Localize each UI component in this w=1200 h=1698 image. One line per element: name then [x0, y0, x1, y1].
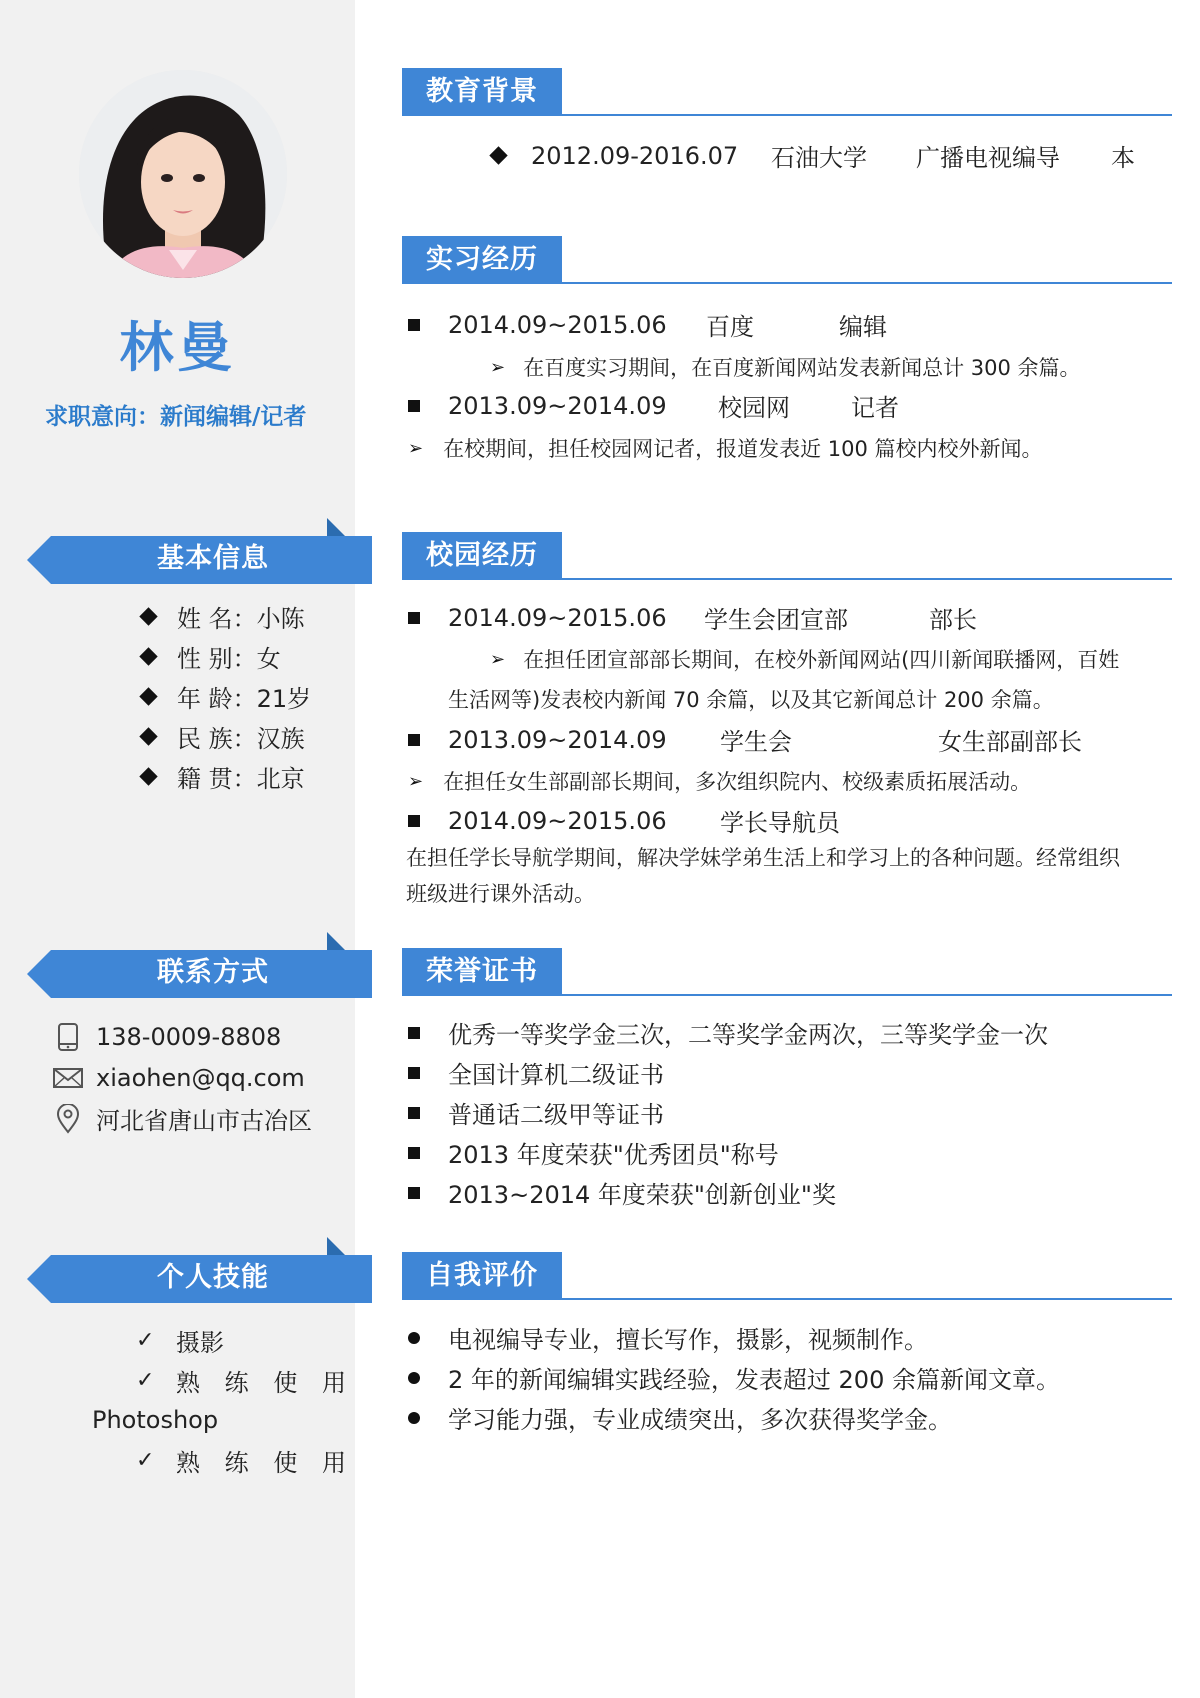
campus-item — [408, 803, 840, 838]
info-value: 小陈 — [256, 604, 305, 633]
info-label: 姓 名： — [177, 604, 257, 633]
contact-phone[interactable]: 138-0009-8808 — [96, 1022, 282, 1051]
honor-text: 全国计算机二级证书 — [448, 1061, 664, 1089]
square-bullet-icon — [408, 1027, 420, 1039]
check-icon: ✓ — [136, 1367, 155, 1393]
campus-org: 学生会团宣部 — [704, 606, 848, 634]
skill-char: 熟 — [176, 1448, 200, 1477]
info-label: 籍 贯： — [177, 764, 257, 793]
basic-info-banner — [27, 518, 372, 584]
diamond-bullet-icon — [139, 607, 157, 625]
check-icon: ✓ — [136, 1327, 155, 1353]
education-period: 2012.09-2016.07 — [531, 141, 739, 170]
skill-char: 用 — [321, 1368, 346, 1397]
contact-list — [52, 1016, 312, 1139]
honor-item — [408, 1055, 664, 1090]
skill-char: 练 — [224, 1368, 249, 1397]
internship-role: 记者 — [851, 394, 899, 422]
arrow-bullet-icon: ➢ — [408, 770, 424, 792]
campus-header — [402, 532, 1172, 584]
profile-photo — [79, 70, 287, 278]
self-eval-item — [408, 1400, 952, 1435]
contact-title: 联系方式 — [157, 957, 269, 988]
job-objective: 求职意向：新闻编辑/记者 — [45, 404, 307, 430]
check-icon: ✓ — [136, 1447, 155, 1473]
location-pin-icon — [52, 1105, 84, 1133]
diamond-bullet-icon — [139, 647, 157, 665]
dot-bullet-icon — [408, 1372, 420, 1384]
candidate-name: 林曼 — [119, 316, 236, 379]
dot-bullet-icon — [408, 1412, 420, 1424]
campus-desc-cont: 班级进行课外活动。 — [406, 882, 595, 906]
internship-item — [408, 388, 899, 423]
diamond-bullet-icon — [139, 727, 157, 745]
square-bullet-icon — [408, 1107, 420, 1119]
info-hometown-row — [135, 756, 311, 796]
square-bullet-icon — [408, 1067, 420, 1079]
square-bullet-icon — [408, 815, 420, 827]
internship-desc: 在校期间，担任校园网记者，报道发表近 100 篇校内校外新闻。 — [443, 437, 1043, 461]
skill-text: 摄影 — [176, 1328, 224, 1357]
section-rule — [562, 1298, 1172, 1300]
info-ethnicity-row — [135, 716, 311, 756]
campus-org: 学长导航员 — [720, 809, 840, 837]
section-rule — [562, 114, 1172, 116]
internship-role: 编辑 — [839, 313, 887, 341]
info-value: 北京 — [256, 764, 305, 793]
campus-desc: 在担任女生部副部长期间，多次组织院内、校级素质拓展活动。 — [443, 770, 1032, 794]
internship-title: 实习经历 — [402, 236, 562, 284]
envelope-icon — [52, 1064, 84, 1092]
square-bullet-icon — [408, 319, 420, 331]
info-value: 21岁 — [256, 684, 312, 713]
self-eval-text: 2 年的新闻编辑实践经验，发表超过 200 余篇新闻文章。 — [448, 1366, 1060, 1394]
skills-banner — [27, 1237, 372, 1303]
education-row — [492, 138, 1135, 173]
square-bullet-icon — [408, 734, 420, 746]
skill-char: 熟 — [176, 1368, 200, 1397]
square-bullet-icon — [408, 400, 420, 412]
education-title: 教育背景 — [402, 68, 562, 116]
campus-period: 2014.09~2015.06 — [448, 603, 667, 632]
info-label: 性 别： — [177, 644, 257, 673]
contact-email-row — [52, 1057, 312, 1098]
section-rule — [562, 578, 1172, 580]
skills-title: 个人技能 — [157, 1262, 269, 1293]
campus-role: 女生部副部长 — [938, 728, 1082, 756]
self-eval-item — [408, 1320, 928, 1355]
dot-bullet-icon — [408, 1332, 420, 1344]
info-label: 年 龄： — [177, 684, 257, 713]
campus-role: 部长 — [929, 606, 977, 634]
internship-desc-row — [490, 352, 1081, 382]
campus-item — [408, 600, 977, 635]
campus-period: 2013.09~2014.09 — [448, 725, 667, 754]
skill-char: 用 — [321, 1448, 346, 1477]
honor-text: 2013~2014 年度荣获"创新创业"奖 — [448, 1181, 836, 1209]
skill-char: 使 — [273, 1448, 298, 1477]
skill-item-tail — [92, 1400, 347, 1440]
info-label: 民 族： — [177, 724, 257, 753]
honor-text: 2013 年度荣获"优秀团员"称号 — [448, 1141, 779, 1169]
self-eval-text: 电视编导专业，擅长写作，摄影，视频制作。 — [448, 1326, 928, 1354]
contact-address: 河北省唐山市古冶区 — [96, 1107, 312, 1135]
contact-email[interactable]: xiaohen@qq.com — [96, 1063, 305, 1092]
internship-desc: 在百度实习期间，在百度新闻网站发表新闻总计 300 余篇。 — [523, 356, 1081, 380]
internship-desc-row — [408, 433, 1043, 463]
internship-period: 2014.09~2015.06 — [448, 310, 667, 339]
internship-org: 百度 — [706, 313, 754, 341]
education-header — [402, 68, 1172, 120]
education-major: 广播电视编导 — [916, 144, 1060, 172]
internship-header — [402, 236, 1172, 288]
skill-item — [92, 1360, 347, 1400]
arrow-bullet-icon: ➢ — [490, 648, 506, 670]
square-bullet-icon — [408, 1187, 420, 1199]
skill-char: 使 — [273, 1368, 298, 1397]
arrow-bullet-icon: ➢ — [490, 356, 506, 378]
skill-spread-text — [176, 1443, 346, 1478]
info-gender-row — [135, 636, 311, 676]
honor-text: 普通话二级甲等证书 — [448, 1101, 664, 1129]
phone-icon — [52, 1023, 84, 1051]
self-eval-item — [408, 1360, 1060, 1395]
campus-desc-row — [408, 766, 1031, 796]
campus-period: 2014.09~2015.06 — [448, 806, 667, 835]
basic-info-list — [135, 596, 311, 796]
campus-item — [408, 722, 1082, 757]
skill-char: 练 — [224, 1448, 249, 1477]
skill-item — [92, 1440, 347, 1480]
info-age-row — [135, 676, 311, 716]
square-bullet-icon — [408, 612, 420, 624]
section-rule — [562, 994, 1172, 996]
honor-item — [408, 1095, 664, 1130]
info-value: 女 — [256, 644, 281, 673]
self-eval-title: 自我评价 — [402, 1252, 562, 1300]
campus-desc: 在担任学长导航学期间，解决学妹学弟生活上和学习上的各种问题。经常组织 — [406, 846, 1120, 870]
campus-title: 校园经历 — [402, 532, 562, 580]
internship-item — [408, 307, 887, 342]
self-eval-text: 学习能力强，专业成绩突出，多次获得奖学金。 — [448, 1406, 952, 1434]
info-name-row — [135, 596, 311, 636]
honors-title: 荣誉证书 — [402, 948, 562, 996]
basic-info-title: 基本信息 — [157, 543, 269, 574]
internship-org: 校园网 — [718, 394, 790, 422]
campus-desc-cont: 生活网等)发表校内新闻 70 余篇，以及其它新闻总计 200 余篇。 — [448, 688, 1054, 712]
square-bullet-icon — [408, 1147, 420, 1159]
skill-text: Photoshop — [92, 1406, 219, 1434]
contact-phone-row — [52, 1016, 312, 1057]
diamond-bullet-icon — [139, 687, 157, 705]
self-eval-header — [402, 1252, 1172, 1304]
honors-header — [402, 948, 1172, 1000]
internship-period: 2013.09~2014.09 — [448, 391, 667, 420]
section-rule — [562, 282, 1172, 284]
honor-text: 优秀一等奖学金三次，二等奖学金两次，三等奖学金一次 — [448, 1021, 1048, 1049]
info-value: 汉族 — [256, 724, 305, 753]
honor-item — [408, 1015, 1048, 1050]
diamond-bullet-icon — [139, 767, 157, 785]
education-degree: 本 — [1111, 144, 1135, 172]
skills-list — [92, 1320, 347, 1480]
campus-desc-row — [490, 644, 1119, 674]
diamond-bullet-icon — [489, 146, 507, 164]
honor-item — [408, 1175, 836, 1210]
contact-banner — [27, 932, 372, 998]
arrow-bullet-icon: ➢ — [408, 437, 424, 459]
contact-address-row — [52, 1098, 312, 1139]
skill-spread-text — [176, 1363, 346, 1398]
campus-org: 学生会 — [720, 728, 792, 756]
honor-item — [408, 1135, 779, 1170]
skill-item — [92, 1320, 347, 1360]
campus-desc: 在担任团宣部部长期间，在校外新闻网站(四川新闻联播网，百姓 — [523, 648, 1120, 672]
education-school: 石油大学 — [771, 144, 867, 172]
